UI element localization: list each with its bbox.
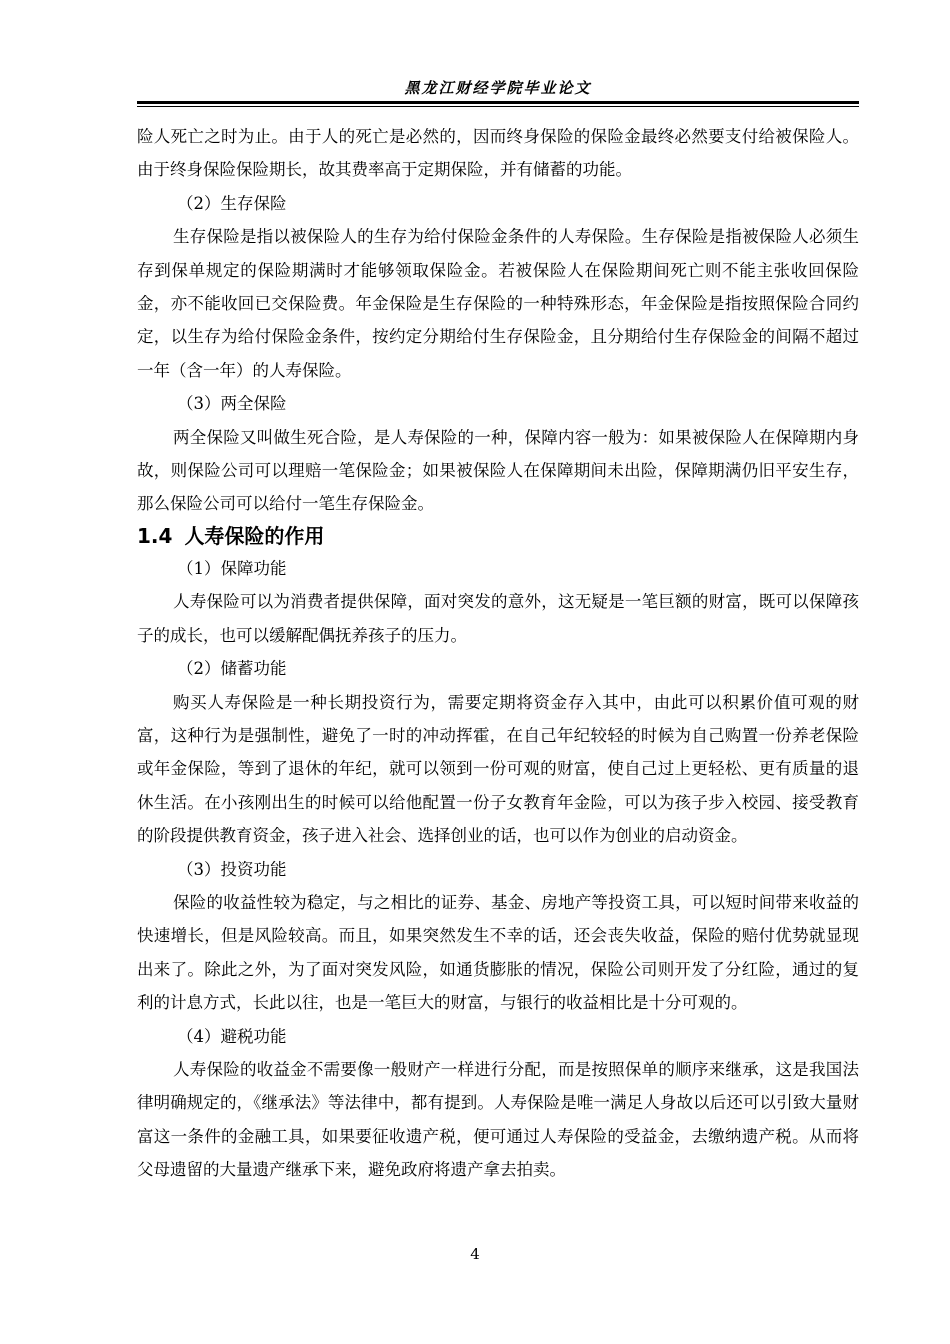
body-content (137, 120, 859, 1187)
paragraph: 人寿保险可以为消费者提供保障，面对突发的意外，这无疑是一笔巨额的财富，既可以保障孩子的成长，也可以缓解配偶抚养孩子的压力。 (137, 592, 859, 645)
subsection-heading: （3）两全保险 (177, 394, 287, 414)
subsection-heading: （3）投资功能 (177, 859, 287, 879)
header-rule-thick (137, 101, 859, 104)
subsection-heading: （4）避税功能 (177, 1026, 287, 1046)
header-rule-thin (137, 106, 859, 107)
paragraph: 两全保险又叫做生死合险，是人寿保险的一种，保障内容一般为：如果被保险人在保障期内身故，则保险公司可以理赔一笔保险金；如果被保险人在保障期间未出险，保障期满仍旧平安生存，那么保险公司可以给付一笔生存保险金。 (137, 427, 859, 514)
section-number: 1.4 (137, 523, 173, 548)
paragraph: 险人死亡之时为止。由于人的死亡是必然的，因而终身保险的保险金最终必然要支付给被保险人。由于终身保险保险期长，故其费率高于定期保险，并有储蓄的功能。 (137, 127, 859, 180)
subsection-heading: （2）生存保险 (177, 193, 287, 213)
section-heading (137, 521, 859, 552)
paragraph: 购买人寿保险是一种长期投资行为，需要定期将资金存入其中，由此可以积累价值可观的财富，这种行为是强制性，避免了一时的冲动挥霍，在自己年纪较轻的时候为自己购置一份养老保险或年金保险，等到了退休的年纪，就可以领到一份可观的财富，使自己过上更轻松、更有质量的退休生活。在小孩刚出生的时候可以给他配置一份子女教育年金险，可以为孩子步入校园、接受教育的阶段提供教育资金，孩子进入社会、选择创业的话，也可以作为创业的启动资金。 (137, 692, 859, 846)
page-number: 4 (470, 1245, 480, 1263)
section-title: 人寿保险的作用 (184, 523, 325, 548)
paragraph: 生存保险是指以被保险人的生存为给付保险金条件的人寿保险。生存保险是指被保险人必须生存到保单规定的保险期满时才能够领取保险金。若被保险人在保险期间死亡则不能主张收回保险金，亦不能收回已交保险费。年金保险是生存保险的一种特殊形态，年金保险是指按照保险合同约定，以生存为给付保险金条件，按约定分期给付生存保险金，且分期给付生存保险金的间隔不超过一年（含一年）的人寿保险。 (137, 227, 859, 380)
page-header-title: 黑龙江财经学院毕业论文 (404, 79, 592, 97)
paragraph: 人寿保险的收益金不需要像一般财产一样进行分配，而是按照保单的顺序来继承，这是我国法律明确规定的，《继承法》等法律中，都有提到。人寿保险是唯一满足人身故以后还可以引致大量财富这一条件的金融工具，如果要征收遗产税，便可通过人寿保险的受益金，去缴纳遗产税。从而将父母遗留的大量遗产继承下来，避免政府将遗产拿去拍卖。 (137, 1059, 859, 1180)
subsection-heading: （2）储蓄功能 (177, 659, 287, 679)
paragraph: 保险的收益性较为稳定，与之相比的证券、基金、房地产等投资工具，可以短时间带来收益的快速增长，但是风险较高。而且，如果突然发生不幸的话，还会丧失收益，保险的赔付优势就显现出来了。除此之外，为了面对突发风险，如通货膨胀的情况，保险公司则开发了分红险，通过的复利的计息方式，长此以往，也是一笔巨大的财富，与银行的收益相比是十分可观的。 (137, 892, 859, 1013)
subsection-heading: （1）保障功能 (177, 558, 287, 578)
